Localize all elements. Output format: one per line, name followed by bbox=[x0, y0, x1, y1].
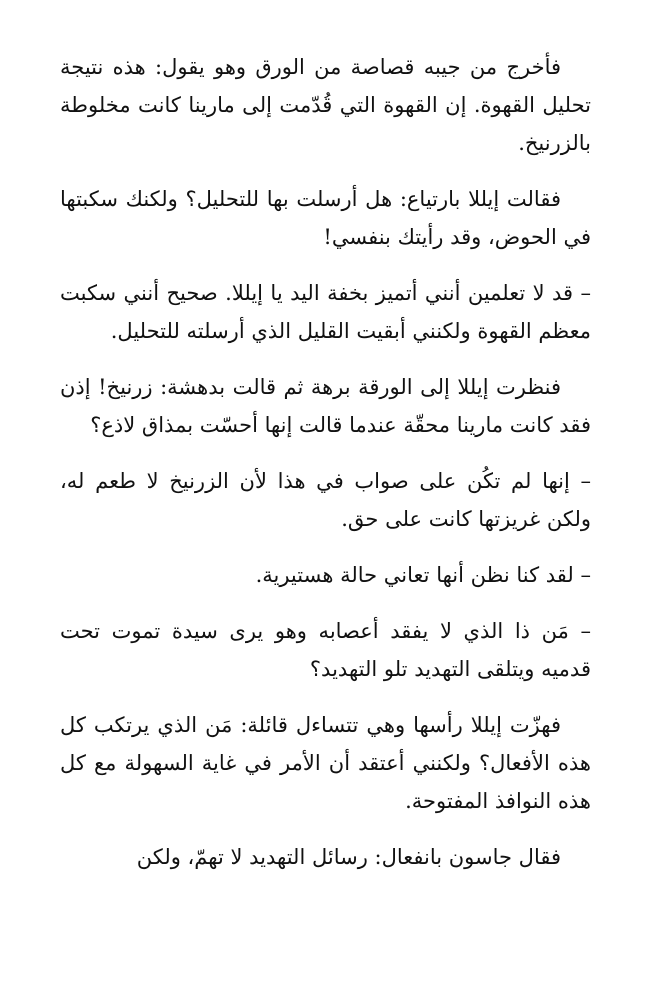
paragraph-hysteria: – لقد كنا نظن أنها تعاني حالة هستيرية. bbox=[255, 563, 591, 587]
paragraph-sleight-of-hand: – قد لا تعلمين أنني أتميز بخفة اليد يا إيللا. صحيح أنني سكبت معظم القهوة ولكنني أبقيت القليل الذي أرسلته للتحليل. bbox=[60, 281, 591, 343]
paragraph-arsenic: فنظرت إيللا إلى الورقة برهة ثم قالت بدهشة: زرنيخ! إذن فقد كانت مارينا محقّة عندما قالت إنها أحسّت بمذاق لاذع؟ bbox=[60, 375, 591, 437]
paragraph-no-taste: – إنها لم تكُن على صواب في هذا لأن الزرنيخ لا طعم له، ولكن غريزتها كانت على حق. bbox=[60, 469, 591, 531]
paragraph-open-windows: فهزّت إيللا رأسها وهي تتساءل قائلة: مَن الذي يرتكب كل هذه الأفعال؟ ولكنني أعتقد أن الأمر في غاية السهولة مع كل هذه النوافذ المفتوحة. bbox=[60, 713, 591, 813]
book-page bbox=[60, 48, 591, 876]
paragraph-threats: – مَن ذا الذي لا يفقد أعصابه وهو يرى سيدة تموت تحت قدميه ويتلقى التهديد تلو التهديد؟ bbox=[60, 619, 591, 681]
paragraph-coffee-analysis: فأخرج من جيبه قصاصة من الورق وهو يقول: هذه نتيجة تحليل القهوة. إن القهوة التي قُدّمت إلى مارينا كانت مخلوطة بالزرنيخ. bbox=[60, 55, 591, 155]
paragraph-jason: فقال جاسون بانفعال: رسائل التهديد لا تهمّ، ولكن bbox=[136, 845, 561, 869]
paragraph-ella-question: فقالت إيللا بارتياع: هل أرسلت بها للتحليل؟ ولكنك سكبتها في الحوض، وقد رأيتك بنفسي! bbox=[60, 187, 591, 249]
